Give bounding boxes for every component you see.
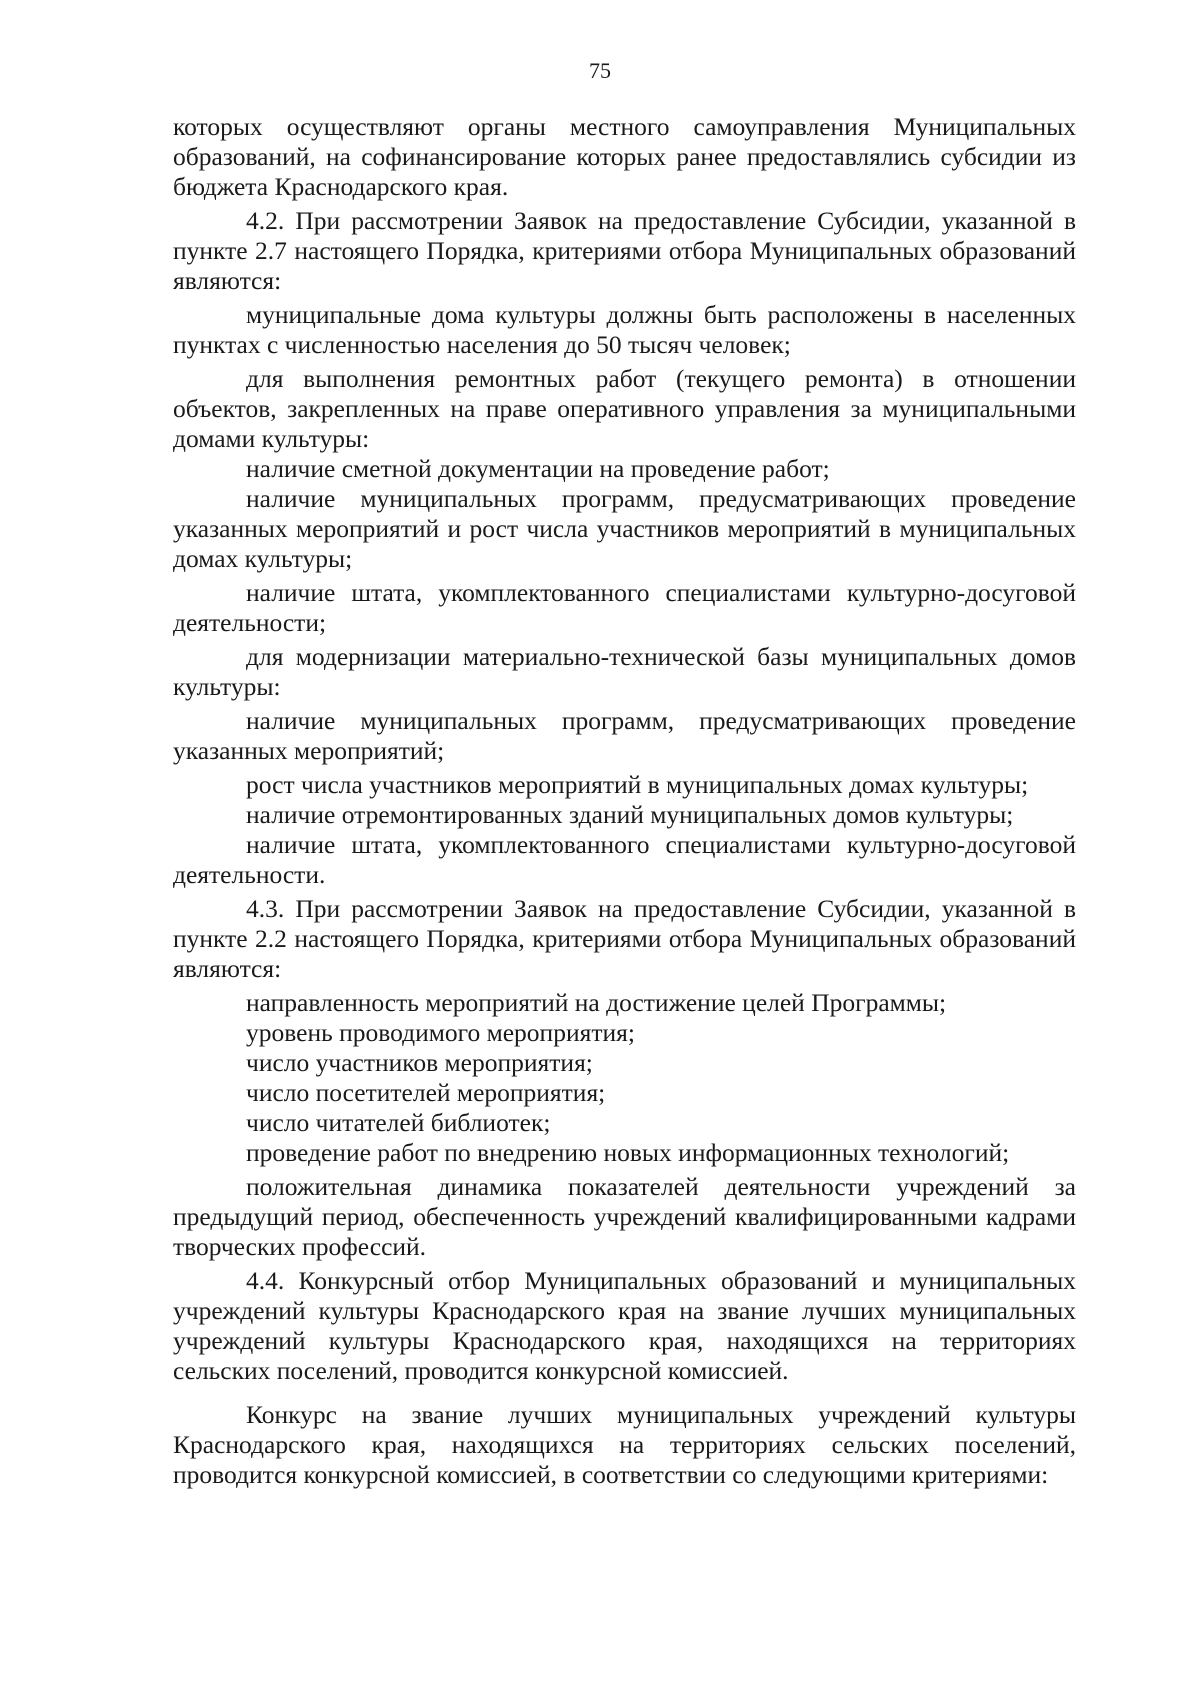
document-body [173,112,1076,1490]
paragraph-criterion: уровень проводимого мероприятия; [246,1018,635,1047]
paragraph-criterion: число посетителей мероприятия; [246,1078,606,1107]
paragraph-criterion: муниципальные дома культуры должны быть расположены в населенных пунктах с численностью населения до 50 тысяч человек; [173,300,1076,359]
paragraph-criterion: наличие штата, укомплектованного специалистами культурно-досуговой деятельности. [173,830,1076,889]
paragraph-clause-4-4: 4.4. Конкурсный отбор Муниципальных образований и муниципальных учреждений культуры Краснодарского края на звание лучших муниципальных учреждений культуры Краснодарского края, находящихся на территориях сельских поселений, проводится конкурсной комиссией. [173,1266,1076,1385]
paragraph-criterion: наличие муниципальных программ, предусматривающих проведение указанных мероприятий; [173,706,1076,765]
paragraph-criterion: положительная динамика показателей деятельности учреждений за предыдущий период, обеспеченность учреждений квалифицированными кадрами творческих профессий. [173,1172,1076,1261]
paragraph-clause-4-3: 4.3. При рассмотрении Заявок на предоставление Субсидии, указанной в пункте 2.2 настоящего Порядка, критериями отбора Муниципальных образований являются: [173,894,1076,983]
paragraph-contest: Конкурс на звание лучших муниципальных учреждений культуры Краснодарского края, находящихся на территориях сельских поселений, проводится конкурсной комиссией, в соответствии со следующими критериями: [173,1400,1076,1489]
paragraph-criterion: для модернизации материально-технической базы муниципальных домов культуры: [173,642,1076,701]
page-number: 75 [589,58,611,83]
paragraph-continuation: которых осуществляют органы местного самоуправления Муниципальных образований, на софинансирование которых ранее предоставлялись субсидии из бюджета Краснодарского края. [173,112,1076,201]
paragraph-criterion: число участников мероприятия; [246,1048,593,1077]
paragraph-criterion: наличие штата, укомплектованного специалистами культурно-досуговой деятельности; [173,578,1076,637]
paragraph-criterion: рост числа участников мероприятий в муниципальных домах культуры; [246,770,1029,799]
paragraph-criterion: для выполнения ремонтных работ (текущего ремонта) в отношении объектов, закрепленных на праве оперативного управления за муниципальными домами культуры: [173,364,1076,453]
paragraph-clause-4-2: 4.2. При рассмотрении Заявок на предоставление Субсидии, указанной в пункте 2.7 настоящего Порядка, критериями отбора Муниципальных образований являются: [173,206,1076,295]
paragraph-criterion: число читателей библиотек; [246,1108,551,1137]
paragraph-criterion: наличие муниципальных программ, предусматривающих проведение указанных мероприятий и рост числа участников мероприятий в муниципальных домах культуры; [173,484,1076,573]
paragraph-criterion: проведение работ по внедрению новых информационных технологий; [246,1138,1010,1167]
paragraph-criterion: направленность мероприятий на достижение целей Программы; [246,988,947,1017]
paragraph-criterion: наличие сметной документации на проведение работ; [246,454,830,483]
paragraph-criterion: наличие отремонтированных зданий муниципальных домов культуры; [246,800,1014,829]
